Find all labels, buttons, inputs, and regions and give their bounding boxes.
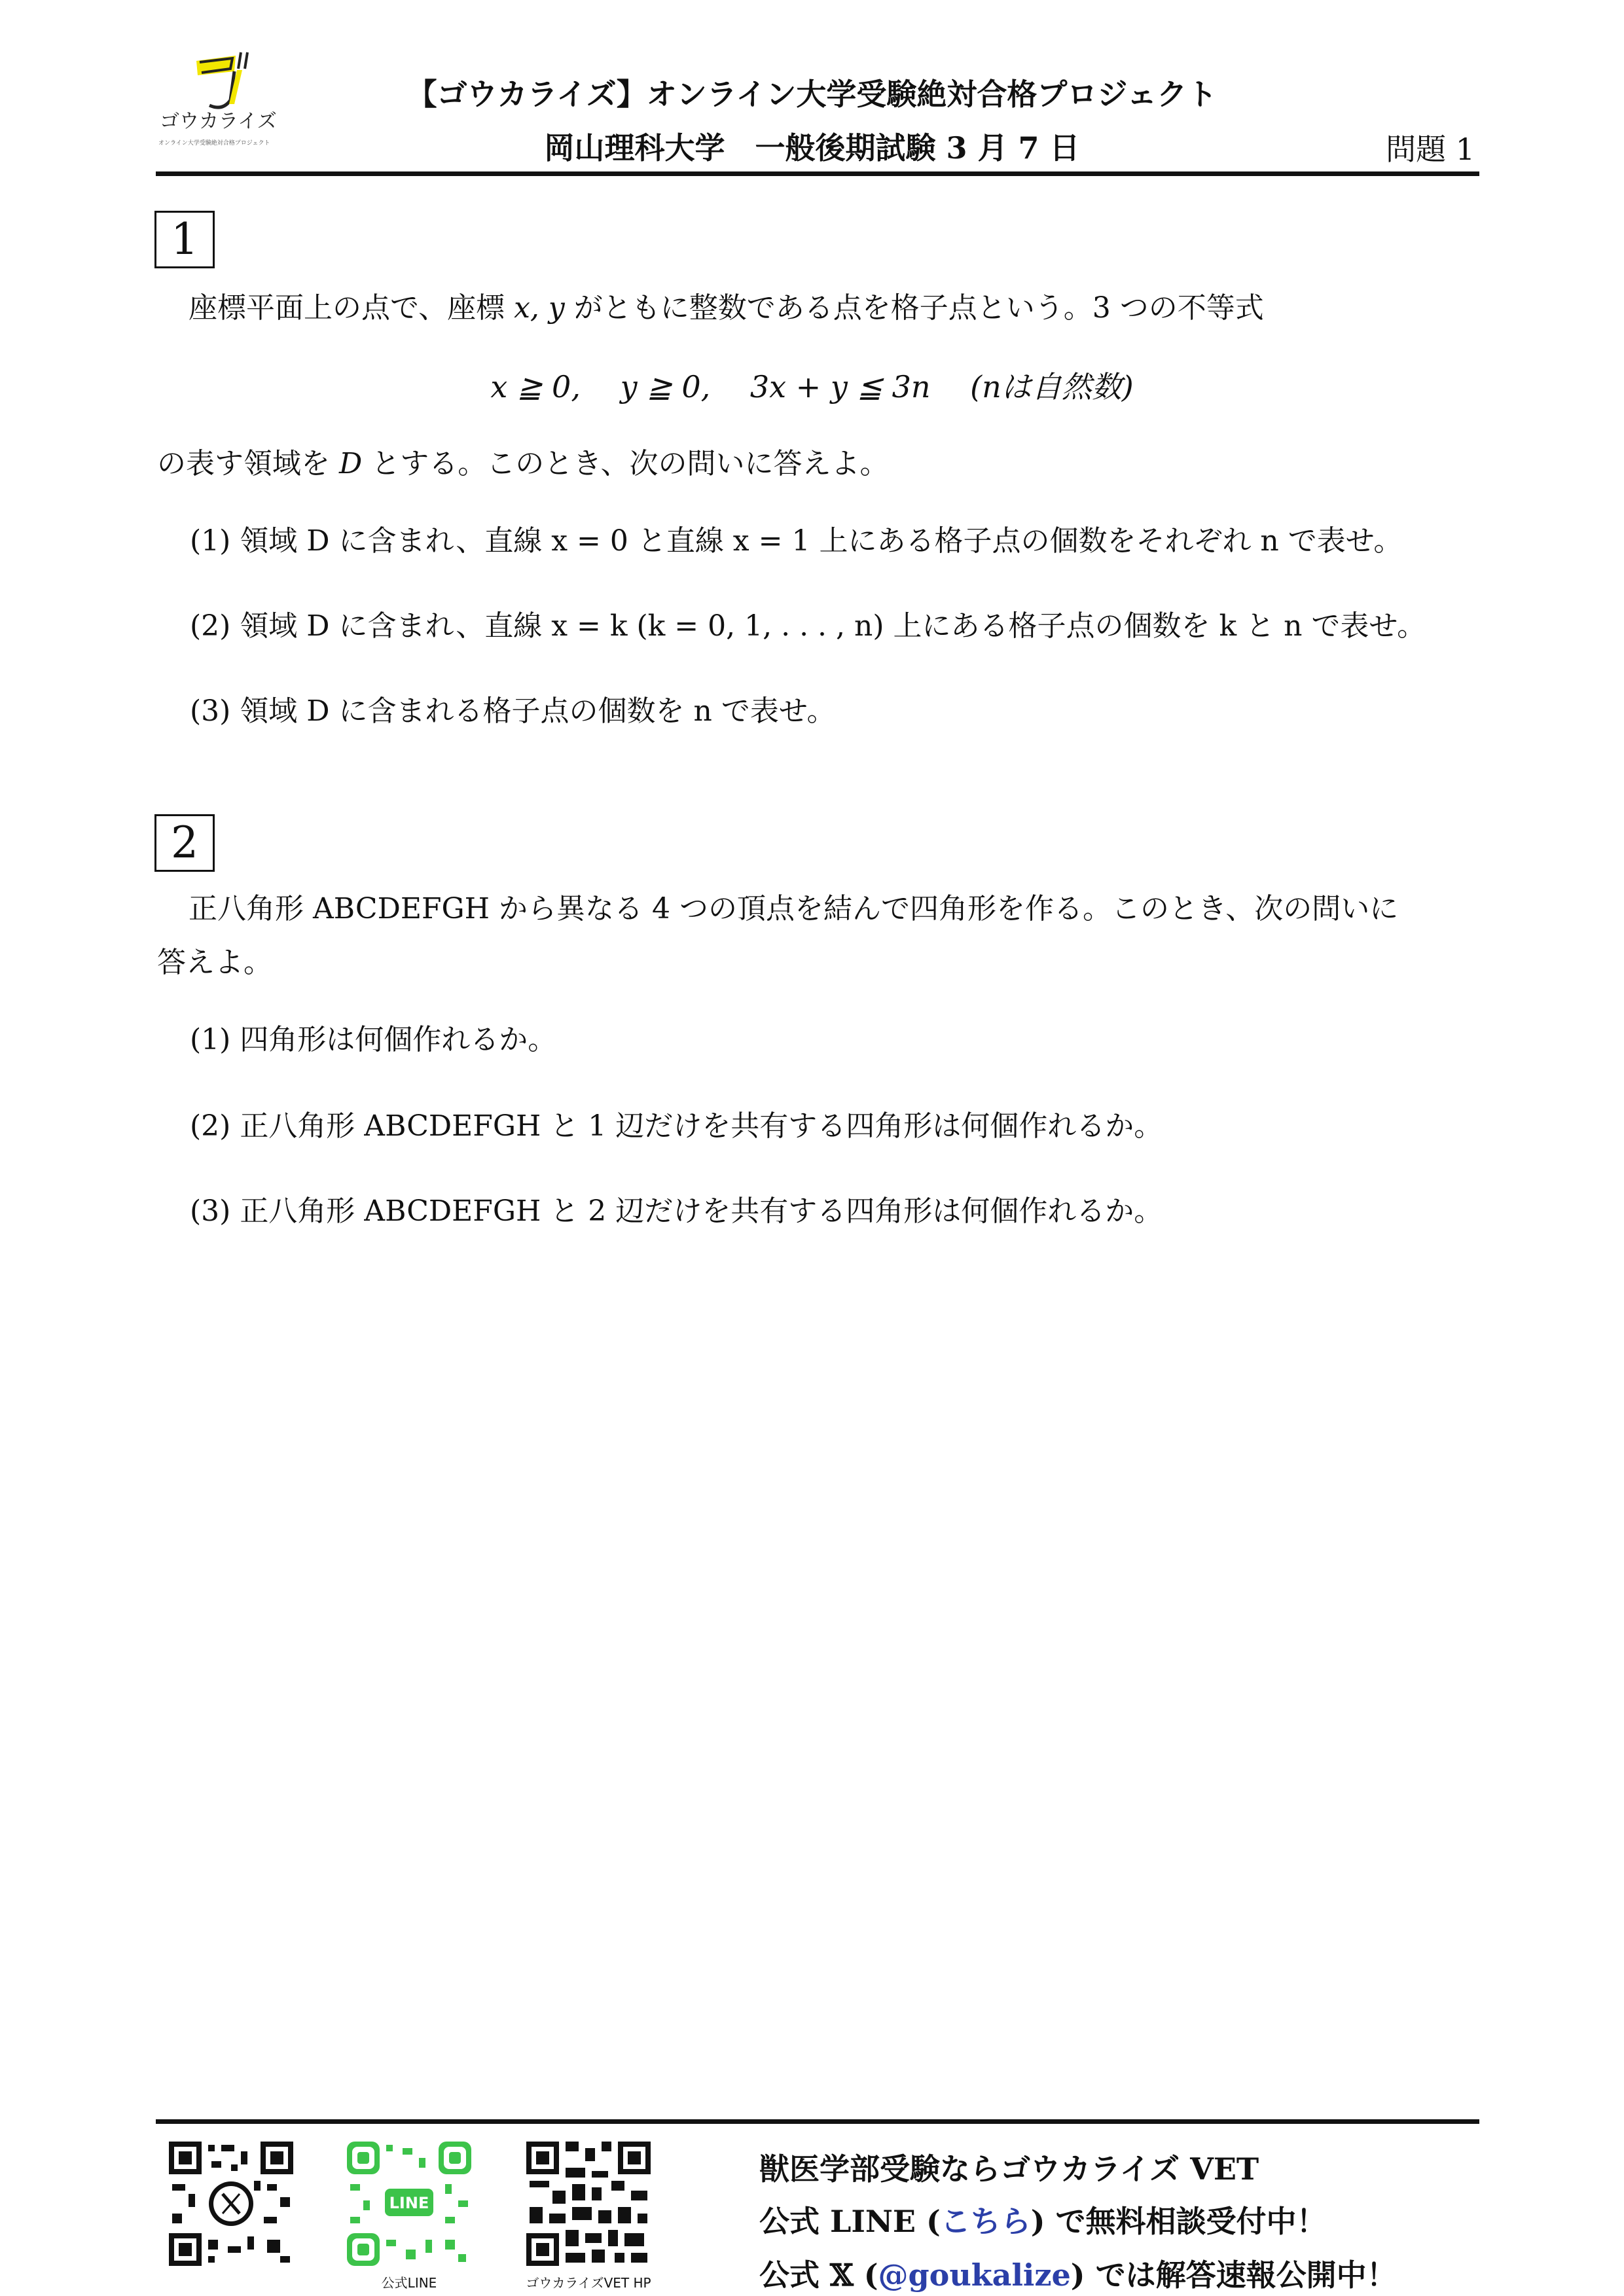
- problem-1-intro-2: [157, 445, 1486, 483]
- logo-subtext: オンライン大学受験絶対合格プロジェクト: [158, 140, 270, 147]
- line-logo-text: LINE: [389, 2194, 429, 2212]
- problem-1-question-3: (3) 領域 D に含まれる格子点の個数を n で表せ。: [190, 694, 836, 728]
- footer-promo-line-2: [759, 2198, 1327, 2241]
- problem-1-intro2-b: とする。このとき、次の問いに答えよ。: [362, 447, 889, 480]
- footer-line2-prefix: 公式 LINE (: [759, 2204, 941, 2239]
- footer-promo-line-3: [759, 2251, 1397, 2295]
- footer-line3-prefix: 公式 𝕏 (: [759, 2257, 878, 2293]
- footer-line2-suffix: ) で無料相談受付中！: [1030, 2204, 1327, 2239]
- line-link[interactable]: こちら: [940, 2204, 1031, 2239]
- qr-code-line[interactable]: [347, 2142, 471, 2266]
- problem-2-intro: 正八角形 ABCDEFGH から異なる 4 つの頂点を結んで四角形を作る。このとき、次の問いに: [189, 892, 1399, 925]
- x-account-link[interactable]: @goukalize: [878, 2257, 1071, 2293]
- problem-1-intro: [189, 289, 1485, 327]
- logo-text: ゴウカライズ: [160, 110, 277, 133]
- problem-1-inequalities: x ≧ 0, y ≧ 0, 3x + y ≦ 3n (nは自然数): [490, 369, 1134, 404]
- problem-1-intro2-a: の表す領域を: [157, 447, 339, 480]
- footer-promo-line-1: 獣医学部受験ならゴウカライズ VET: [759, 2151, 1259, 2187]
- qr-code-x[interactable]: [169, 2142, 293, 2266]
- problem-1-number: 1: [154, 211, 215, 268]
- footer-line3-suffix: ) では解答速報公開中！: [1070, 2257, 1397, 2293]
- header-subtitle: 岡山理科大学 一般後期試験 3 月 7 日: [544, 130, 1080, 166]
- problem-1-intro2-d: D: [339, 447, 363, 480]
- qr-code-homepage[interactable]: [526, 2142, 651, 2266]
- qr-line-caption: 公式LINE: [381, 2275, 437, 2291]
- problem-set-label: 問題 1: [1386, 132, 1475, 167]
- header-title: 【ゴウカライズ】オンライン大学受験絶対合格プロジェクト: [406, 77, 1218, 112]
- problem-1-question-1: (1) 領域 D に含まれ、直線 x = 0 と直線 x = 1 上にある格子点の個数をそれぞれ n で表せ。: [190, 524, 1403, 558]
- footer-divider: [156, 2119, 1479, 2124]
- problem-1-intro-a: 座標平面上の点で、座標: [189, 291, 514, 325]
- qr-homepage-caption: ゴウカライズVET HP: [526, 2275, 651, 2291]
- header-divider: [156, 171, 1479, 176]
- problem-2-question-3: (3) 正八角形 ABCDEFGH と 2 辺だけを共有する四角形は何個作れるか。: [190, 1194, 1163, 1228]
- problem-1-intro-b: がともに整数である点を格子点という。3 つの不等式: [564, 291, 1264, 325]
- problem-2-intro-2: 答えよ。: [157, 946, 272, 979]
- problem-1-question-2: (2) 領域 D に含まれ、直線 x = k (k = 0, 1, . . . , n) 上にある格子点の個数を k と n で表せ。: [190, 609, 1426, 643]
- problem-1-intro-xy: x, y: [514, 291, 565, 325]
- problem-2-question-1: (1) 四角形は何個作れるか。: [190, 1023, 557, 1056]
- problem-2-number: 2: [154, 814, 215, 872]
- problem-2-question-2: (2) 正八角形 ABCDEFGH と 1 辺だけを共有する四角形は何個作れるか。: [190, 1109, 1163, 1143]
